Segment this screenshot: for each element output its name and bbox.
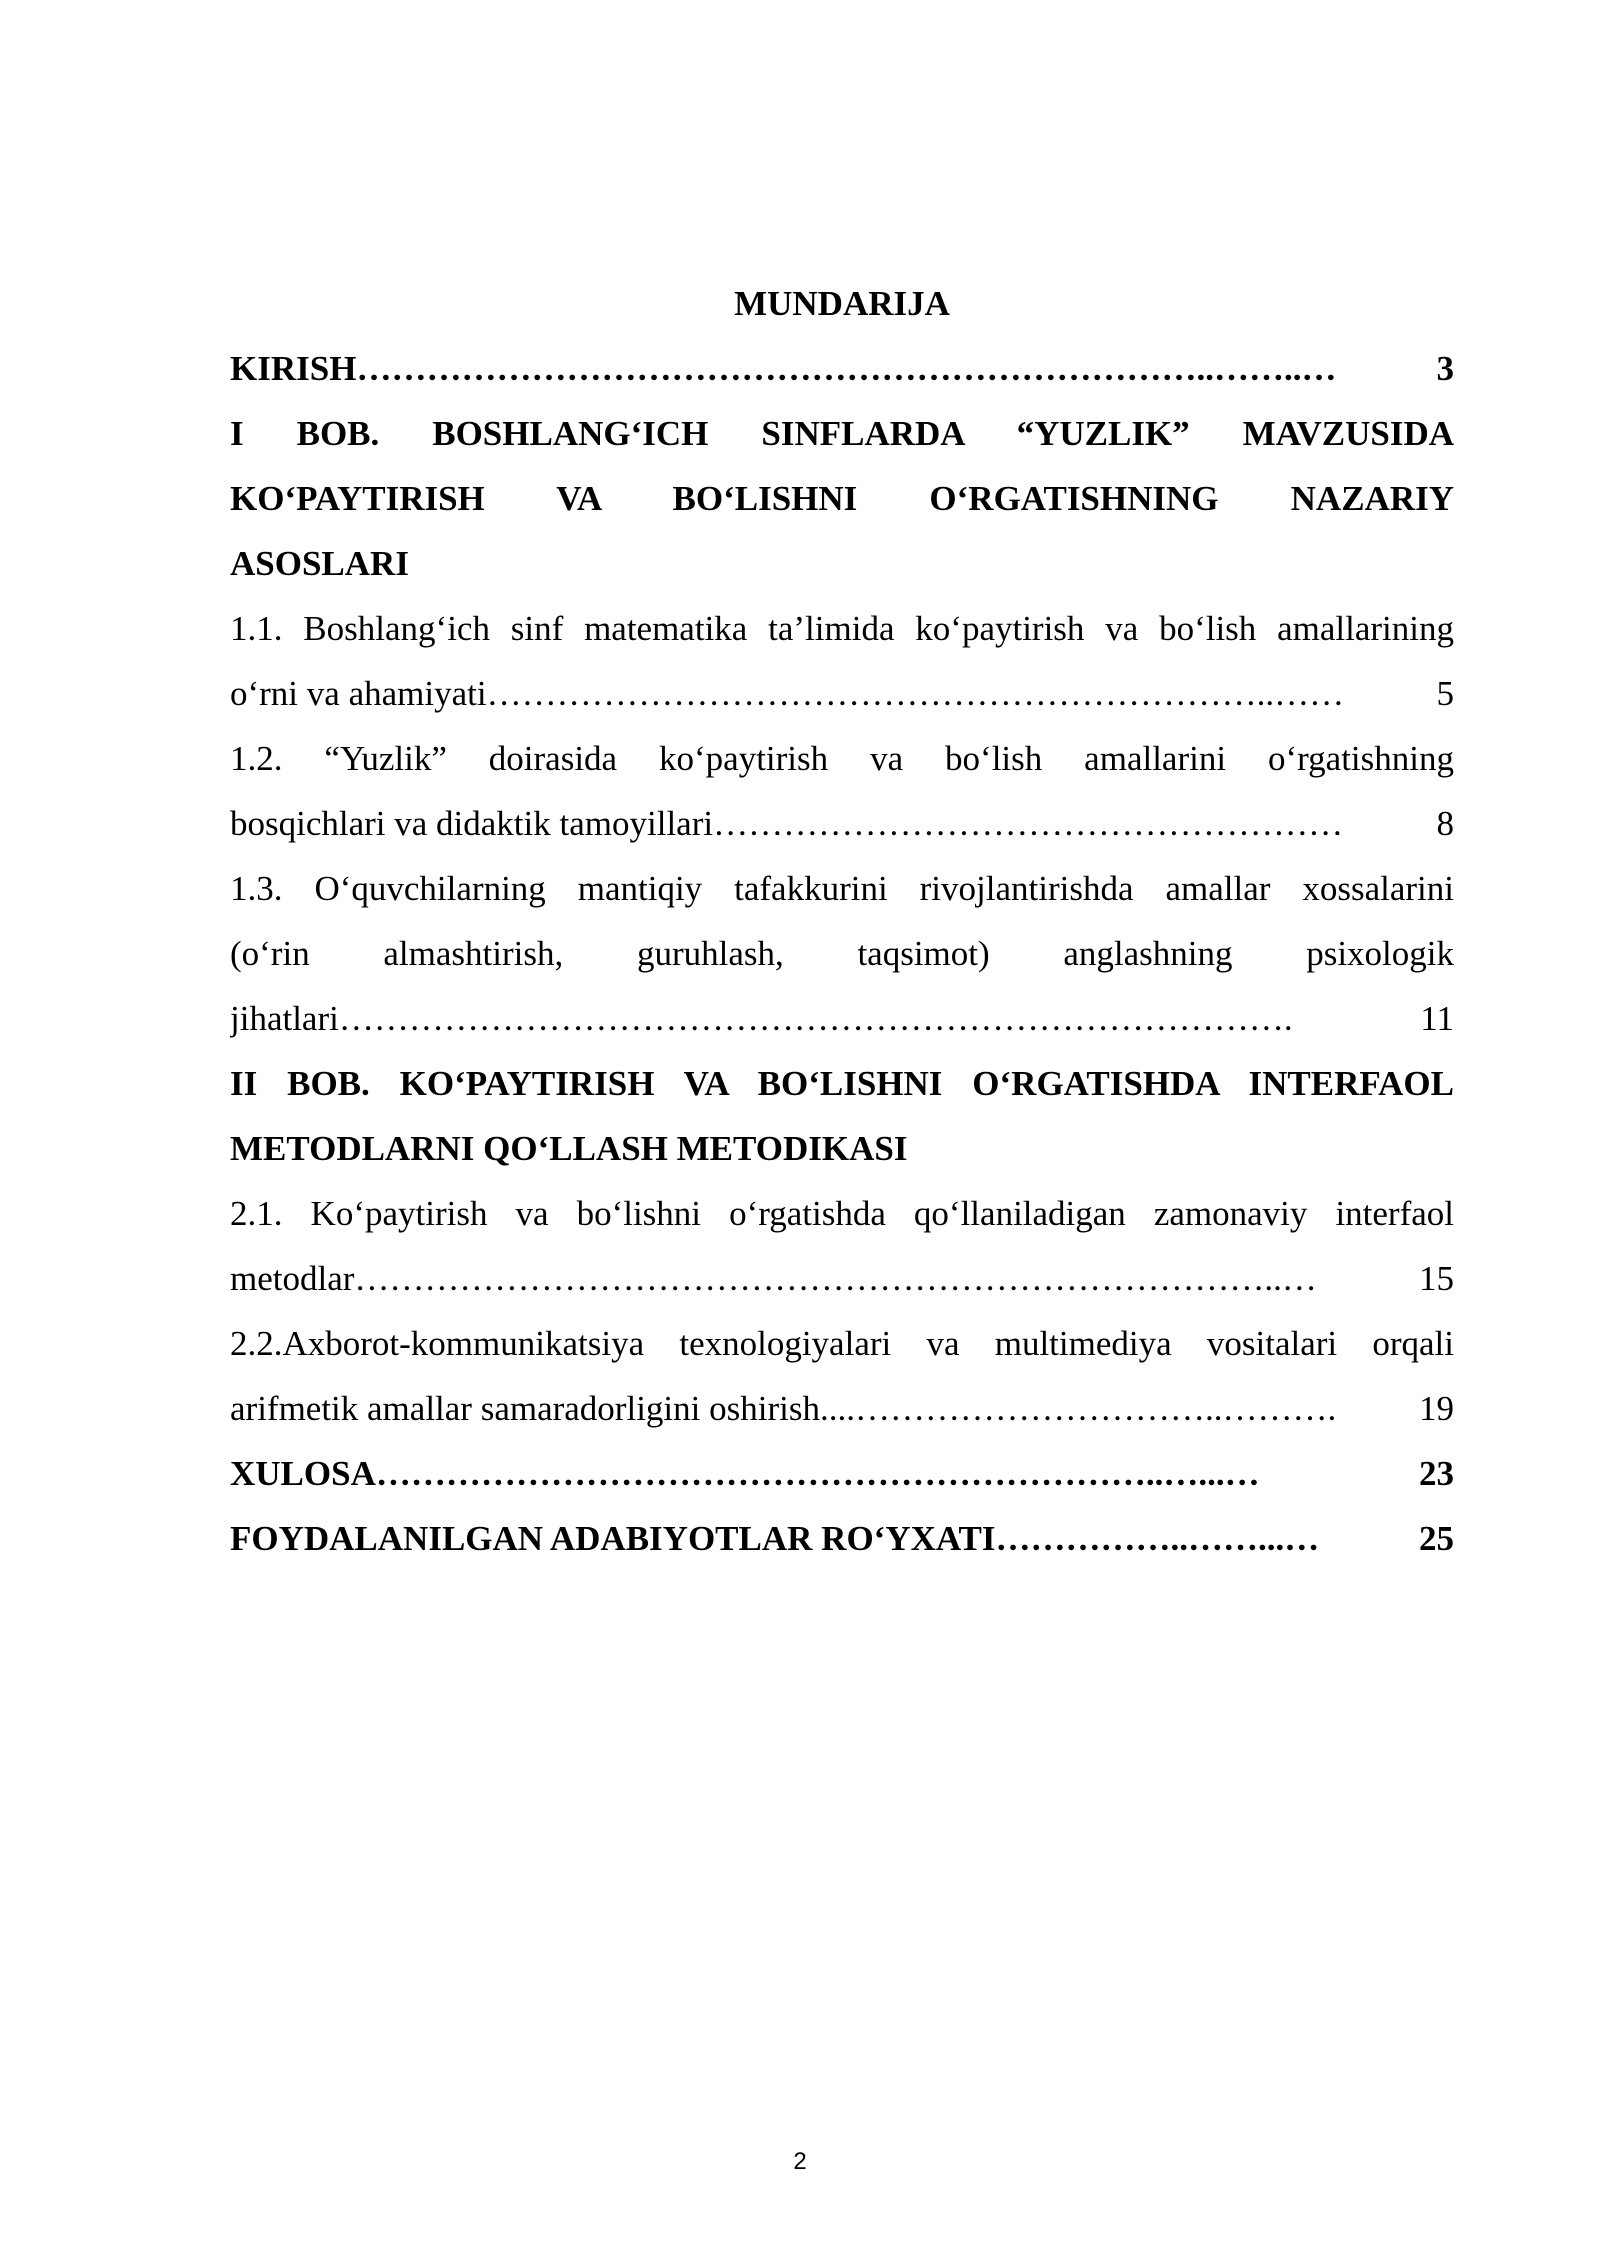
toc-entry-kirish	[230, 336, 1454, 401]
toc-section-1-2-line-1: 1.2. “Yuzlik” doirasida ko‘paytirish va bo‘lish amallarini o‘rgatishning	[230, 739, 1454, 778]
toc-page-number: 19	[1419, 1389, 1454, 1428]
toc-entry-label: jihatlari	[230, 999, 339, 1038]
dot-leader: …………………………..……….	[854, 1389, 1337, 1428]
toc-entry-label: metodlar	[230, 1259, 355, 1298]
toc-entry-label: FOYDALANILGAN ADABIYOTLAR RO‘YXATI	[230, 1519, 996, 1558]
toc-section-2-1-leader	[230, 1246, 1454, 1311]
toc-entry-label: XULOSA	[230, 1454, 376, 1493]
toc-chapter-2-line-2: METODLARNI QO‘LLASH METODIKASI	[230, 1129, 908, 1168]
table-of-contents	[230, 271, 1454, 1571]
dot-leader: ………………………………………………………………..……..…	[356, 349, 1337, 388]
toc-page-number: 3	[1436, 349, 1454, 388]
toc-section-2-1-line-1: 2.1. Ko‘paytirish va bo‘lishni o‘rgatishda qo‘llaniladigan zamonaviy interfaol	[230, 1194, 1454, 1233]
toc-chapter-1-line-1: I BOB. BOSHLANG‘ICH SINFLARDA “YUZLIK” MAVZUSIDA	[230, 414, 1454, 453]
toc-page-number: 11	[1420, 999, 1454, 1038]
toc-section-2-2-line-1: 2.2.Axborot-kommunikatsiya texnologiyalari va multimediya vositalari orqali	[230, 1324, 1454, 1363]
toc-page-number: 8	[1436, 804, 1454, 843]
toc-section-1-2-leader	[230, 791, 1454, 856]
page-number: 2	[793, 2148, 807, 2175]
dot-leader: ……………………………………………………………………….	[338, 999, 1293, 1038]
toc-chapter-1-line-3: ASOSLARI	[230, 544, 409, 583]
toc-entry-label: o‘rni va ahamiyati	[230, 674, 487, 713]
toc-page-number: 23	[1419, 1454, 1454, 1493]
toc-chapter-2-line-1: II BOB. KO‘PAYTIRISH VA BO‘LISHNI O‘RGATISHDA INTERFAOL	[230, 1064, 1454, 1103]
toc-page-number: 25	[1419, 1519, 1454, 1558]
toc-section-1-3-leader	[230, 986, 1454, 1051]
toc-entry-label: bosqichlari va didaktik tamoyillari	[230, 804, 714, 843]
toc-entry-adabiyotlar	[230, 1506, 1454, 1571]
dot-leader: ……………..……...…	[995, 1519, 1320, 1558]
toc-section-2-2-leader	[230, 1376, 1454, 1441]
toc-section-1-3-line-2: (o‘rin almashtirish, guruhlash, taqsimot) anglashning psixologik	[230, 934, 1454, 973]
toc-page-number: 15	[1419, 1259, 1454, 1298]
toc-title: MUNDARIJA	[734, 284, 950, 323]
toc-section-1-1-line-1: 1.1. Boshlang‘ich sinf matematika ta’limida ko‘paytirish va bo‘lish amallarining	[230, 609, 1454, 648]
dot-leader: ……………………………………………………………………..…	[354, 1259, 1317, 1298]
toc-section-1-1-leader	[230, 661, 1454, 726]
dot-leader: ………………………………………………	[713, 804, 1344, 843]
toc-entry-xulosa	[230, 1441, 1454, 1506]
dot-leader: …………………………………………………………..……	[486, 674, 1345, 713]
toc-page-number: 5	[1436, 674, 1454, 713]
toc-entry-label: KIRISH	[230, 349, 357, 388]
toc-entry-label: arifmetik amallar samaradorligini oshirish....	[230, 1389, 855, 1428]
dot-leader: …………………………………………………………..…...…	[375, 1454, 1260, 1493]
toc-chapter-1-line-2: KO‘PAYTIRISH VA BO‘LISHNI O‘RGATISHNING NAZARIY	[230, 479, 1454, 518]
toc-section-1-3-line-1: 1.3. O‘quvchilarning mantiqiy tafakkurini rivojlantirishda amallar xossalarini	[230, 869, 1454, 908]
